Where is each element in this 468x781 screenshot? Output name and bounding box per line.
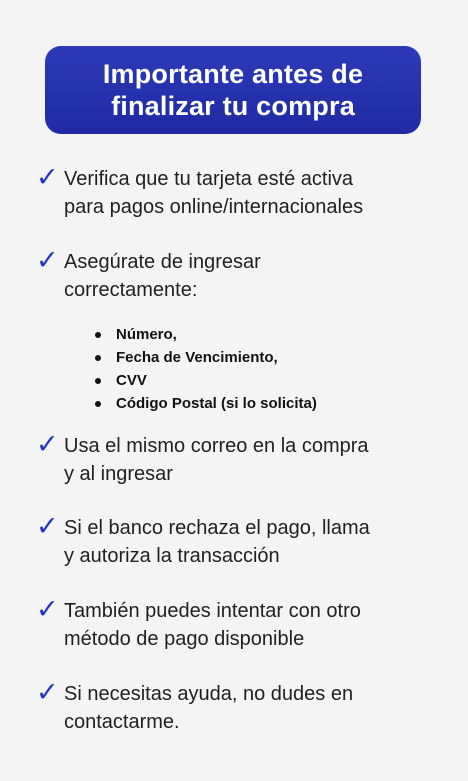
checklist-item-line: Asegúrate de ingresar [64, 251, 261, 273]
checklist-item-line: correctamente: [64, 279, 198, 301]
checklist-item-enter-correctly [36, 245, 446, 304]
checklist-item-text [64, 514, 370, 570]
checklist-item-contact [36, 677, 446, 736]
checklist-item-line: y autoriza la transacción [64, 545, 280, 567]
bullet-icon [95, 355, 101, 361]
page-title [103, 58, 363, 122]
checklist-item-card-active [36, 162, 446, 221]
header-banner [45, 46, 421, 134]
checkmark-icon: ✓ [36, 429, 59, 459]
list-item-label: Número, [116, 326, 177, 343]
checklist-item-text [64, 597, 361, 653]
list-item-label: Código Postal (si lo solicita) [116, 395, 317, 412]
checklist-item-bank-rejects [36, 511, 446, 570]
checklist-item-line: método de pago disponible [64, 628, 305, 650]
list-item-label: Fecha de Vencimiento, [116, 349, 278, 366]
checklist-item-line: y al ingresar [64, 463, 173, 485]
checklist-item-text [64, 680, 353, 736]
checkmark-icon: ✓ [36, 594, 59, 624]
checklist-item-text [64, 432, 369, 488]
list-item [95, 369, 415, 392]
page-title-line-2: finalizar tu compra [111, 91, 355, 121]
checklist-item-line: Usa el mismo correo en la compra [64, 435, 369, 457]
checklist-item-line: Si el banco rechaza el pago, llama [64, 517, 370, 539]
checklist-item-line: para pagos online/internacionales [64, 196, 364, 218]
list-item-label: CVV [116, 372, 147, 389]
checkmark-icon: ✓ [36, 162, 59, 192]
list-item [95, 323, 415, 346]
bullet-icon [95, 378, 101, 384]
checklist-item-line: Si necesitas ayuda, no dudes en [64, 683, 354, 705]
checklist-item-text [64, 248, 261, 304]
bullet-icon [95, 332, 101, 338]
checklist-item-line: También puedes intentar con otro [64, 600, 361, 622]
checkmark-icon: ✓ [36, 677, 59, 707]
checkmark-icon: ✓ [36, 511, 59, 541]
list-item [95, 392, 415, 415]
page-title-line-1: Importante antes de [102, 59, 364, 89]
checklist-item-text [64, 165, 363, 221]
bullet-icon [95, 401, 101, 407]
checklist-item-same-email [36, 429, 446, 488]
checkmark-icon: ✓ [36, 245, 59, 275]
checklist-item-line: Verifica que tu tarjeta esté activa [64, 168, 354, 190]
list-item [95, 346, 415, 369]
checklist-item-line: contactarme. [64, 711, 180, 733]
required-fields-list [95, 323, 415, 415]
checklist-item-other-method [36, 594, 446, 653]
